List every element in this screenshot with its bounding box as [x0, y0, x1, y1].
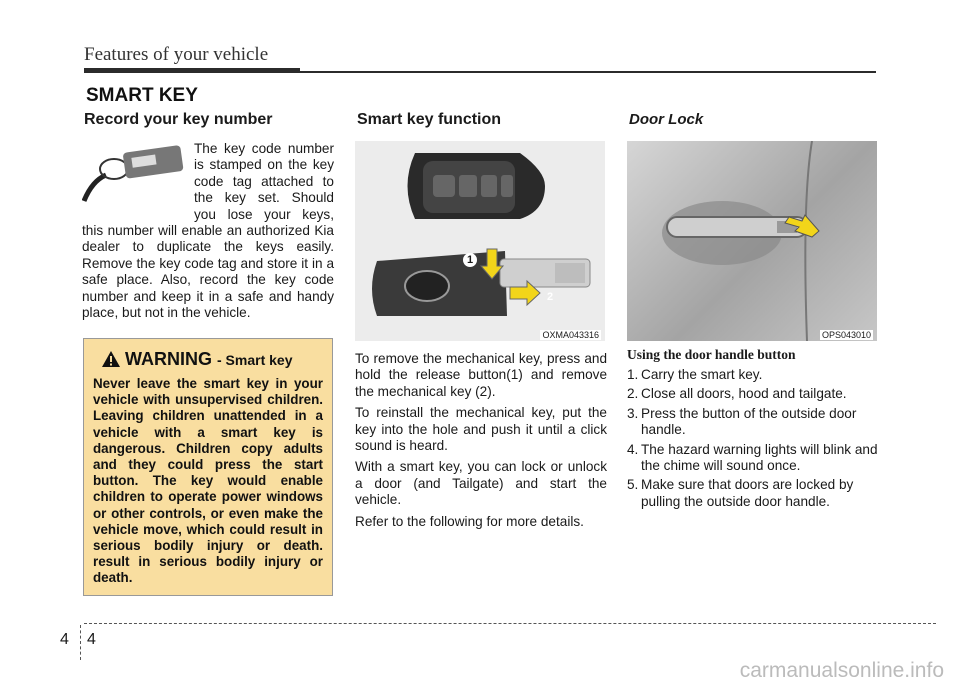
header-rule-thin: [300, 71, 876, 73]
door-handle-figure: [627, 141, 877, 341]
callout-2: 2: [547, 291, 554, 303]
section-title: SMART KEY: [86, 85, 198, 106]
list-item: 3. Press the button of the outside door handle.: [627, 405, 857, 438]
smart-key-figure: [355, 141, 605, 341]
figure-caption: OPS043010: [821, 330, 871, 340]
page-header-title: Features of your vehicle: [84, 44, 269, 65]
column-door-lock: [627, 111, 879, 513]
smart-key-illustration: [355, 141, 605, 341]
figure-caption: OXMA043316: [542, 330, 599, 340]
warning-title: WARNING: [125, 349, 212, 369]
footer-rule: [84, 623, 936, 624]
list-item: 5. Make sure that doors are locked by pulling the outside door handle.: [627, 477, 854, 509]
function-paragraph-1: To remove the mechanical key, press and hold the release button(1) and remove the mechanical key (2).: [355, 351, 607, 399]
key-tag-illustration: [82, 141, 186, 206]
header-rule: [84, 68, 300, 73]
record-key-heading: Record your key number: [84, 111, 273, 128]
warning-triangle-icon: [101, 350, 121, 368]
page-number: 4: [87, 631, 96, 648]
warning-text: Never leave the smart key in your vehicle with unsupervised children. Leaving children unattended in a vehicle with a smart key is dangerous. Children copy adults and they could press the start button. The key would enable children to operate power windows or other controls, or even make the vehicle move, which could result in serious bodily injury or death. result in serious bodily injury or death.: [93, 376, 323, 586]
record-key-text: The key code number is stamped on the key code tag attached to the key set. Should you lose your keys, this number will enable an authorized Kia dealer to duplicate the keys easily. Remove the key code tag and store it in a safe place. Also, record the key code number and keep it in a safe and handy place, but not in the vehicle.: [82, 141, 334, 321]
door-lock-heading: Door Lock: [629, 111, 704, 128]
warning-subtitle: - Smart key: [217, 352, 293, 368]
footer-divider: [80, 625, 81, 660]
column-smart-key-function: [355, 111, 607, 530]
warning-header: [93, 347, 323, 370]
list-item: 2. Close all doors, hood and tailgate.: [627, 386, 847, 402]
door-handle-illustration: [627, 141, 877, 341]
smart-key-function-heading: Smart key function: [357, 111, 502, 128]
door-lock-steps: [627, 367, 879, 510]
column-record-key: [82, 111, 334, 321]
warning-box: [83, 338, 333, 596]
page-chapter-number: 4: [60, 631, 69, 648]
function-paragraph-4: Refer to the following for more details.: [355, 513, 584, 529]
callout-1: 1: [463, 253, 477, 267]
watermark: carmanualsonline.info: [739, 659, 944, 682]
function-paragraph-3: With a smart key, you can lock or unlock a door (and Tailgate) and start the vehicle.: [355, 459, 607, 508]
door-lock-subheading: Using the door handle button: [627, 347, 796, 362]
function-paragraph-2: To reinstall the mechanical key, put the key into the hole and push it until a click sound is heard.: [355, 405, 607, 454]
list-item: 1. Carry the smart key.: [627, 367, 763, 382]
list-item: 4. The hazard warning lights will blink and the chime will sound once.: [627, 441, 878, 474]
